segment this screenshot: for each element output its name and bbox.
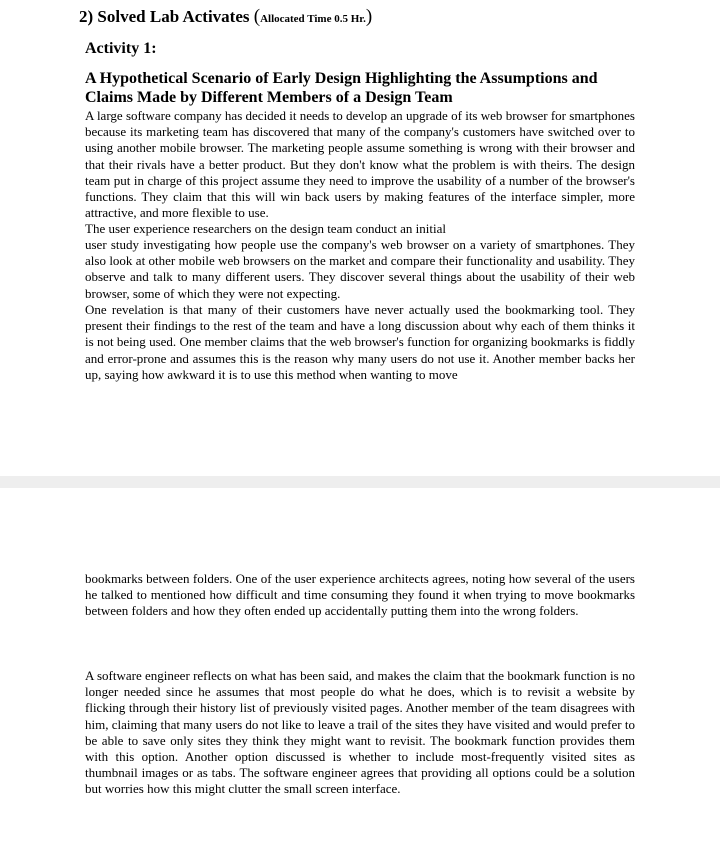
paragraph-study-line-1: The user experience researchers on the design team conduct an initial (85, 221, 446, 236)
scenario-title: A Hypothetical Scenario of Early Design Highlighting the Assumptions and Claims Made by Different Members of a Design Team (85, 70, 598, 106)
close-paren: ) (365, 6, 373, 27)
section-title: Solved Lab Activates (97, 7, 250, 26)
section-number: 2) (79, 7, 94, 26)
allocated-time: Allocated Time 0.5 Hr. (260, 13, 366, 25)
activity-label: Activity 1: (85, 40, 157, 57)
paragraph-revelation: One revelation is that many of their customers have never actually used the bookmarking tool. They present their findings to the rest of the team and have a long discussion about why each of them thinks it is not being used. One member claims that the web browser's function for organizing bookmarks is fiddly and error-prone and assumes this is the reason why many users do not use it. Another member backs her up, saying how awkward it is to use this method when wanting to move (85, 302, 635, 382)
paragraph-folders: bookmarks between folders. One of the user experience architects agrees, noting how several of the users he talked to mentioned how difficult and time consuming they found it when trying to move bookmarks between folders and how they often ended up accidentally putting them into the wrong folders. (85, 571, 635, 619)
open-paren: ( (253, 6, 261, 27)
section-heading (79, 6, 372, 30)
paragraph-engineer: A software engineer reflects on what has been said, and makes the claim that the bookmark function is no longer needed since he assumes that most people do what he does, which is to revisit a website by flicking through their history list of previously visited pages. Another member of the team disagrees with him, claiming that many users do not like to leave a trail of the sites they have visited and would prefer to be able to save only sites they think they might want to revisit. The bookmark function provides them with this option. Another option discussed is whether to include most-frequently visited sites as thumbnail images or as tabs. The software engineer agrees that providing all options could be a solution but worries how this might clutter the small screen interface. (85, 668, 635, 797)
page-separator (0, 476, 720, 488)
paragraph-intro: A large software company has decided it needs to develop an upgrade of its web browser for smartphones because its marketing team has discovered that many of the company's customers have switched over to using another mobile browser. The marketing people assume something is wrong with their browser and that their rivals have a better product. But they don't know what the problem is with theirs. The design team put in charge of this project assume they need to improve the usability of a number of the browser's functions. They claim that this will win back users by making features of the interface simpler, more attractive, and more flexible to use. (85, 108, 635, 221)
paragraph-study: user study investigating how people use the company's web browser on a variety of smartphones. They also look at other mobile web browsers on the market and compare their functionality and usability. They observe and talk to many different users. They discover several things about the usability of their web browser, some of which they were not expecting. (85, 237, 635, 301)
document-page-2 (0, 488, 720, 847)
